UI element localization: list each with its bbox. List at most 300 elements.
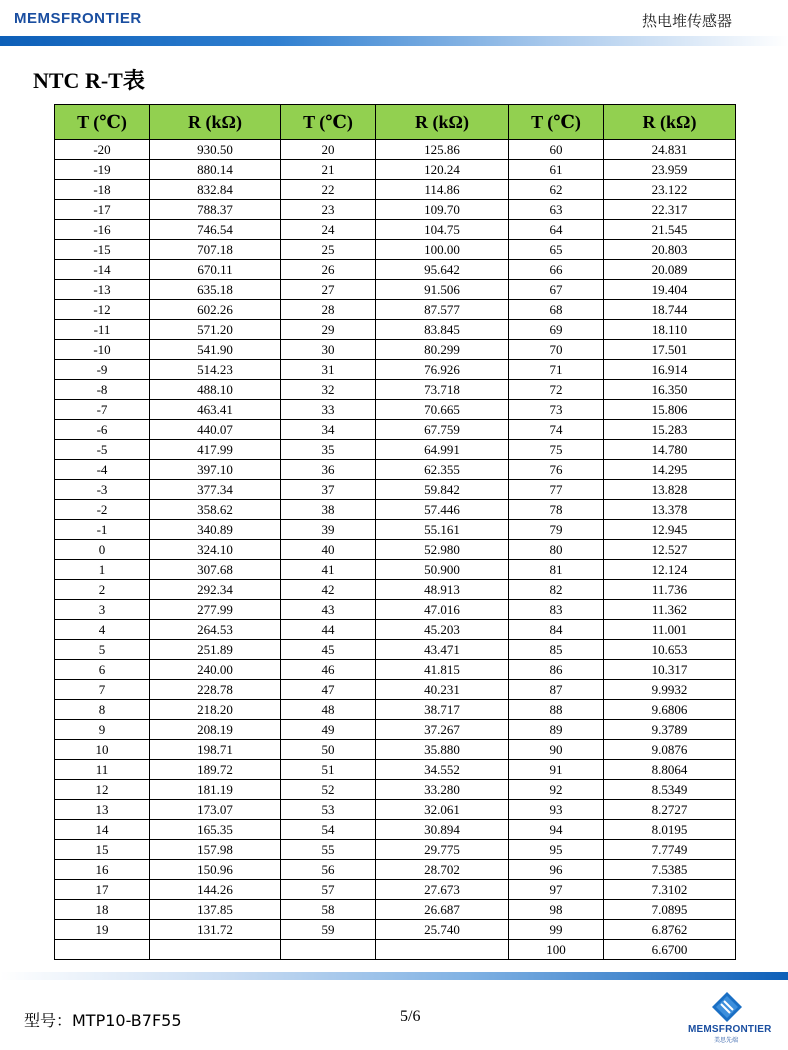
temperature-cell: 96 <box>509 860 604 880</box>
temperature-cell: 90 <box>509 740 604 760</box>
table-row <box>55 220 736 240</box>
temperature-cell: -13 <box>55 280 150 300</box>
table-row <box>55 620 736 640</box>
temperature-cell: 65 <box>509 240 604 260</box>
temperature-cell: 10 <box>55 740 150 760</box>
resistance-cell: 15.806 <box>604 400 736 420</box>
temperature-cell: 70 <box>509 340 604 360</box>
header-temp-1: T (℃) <box>55 105 150 140</box>
temperature-cell: 51 <box>281 760 376 780</box>
table-row <box>55 400 736 420</box>
resistance-cell: 64.991 <box>376 440 509 460</box>
temperature-cell: 3 <box>55 600 150 620</box>
temperature-cell: -8 <box>55 380 150 400</box>
temperature-cell: 74 <box>509 420 604 440</box>
temperature-cell <box>281 940 376 960</box>
header-temp-2: T (℃) <box>281 105 376 140</box>
header-logo: MEMSFRONTIER <box>14 10 142 27</box>
resistance-cell: 11.001 <box>604 620 736 640</box>
footer-logo-subtitle: 美思先端 <box>714 1037 739 1044</box>
temperature-cell: 92 <box>509 780 604 800</box>
resistance-cell: 707.18 <box>150 240 281 260</box>
resistance-cell: 670.11 <box>150 260 281 280</box>
resistance-cell: 358.62 <box>150 500 281 520</box>
temperature-cell: -11 <box>55 320 150 340</box>
resistance-cell: 541.90 <box>150 340 281 360</box>
resistance-cell: 109.70 <box>376 200 509 220</box>
temperature-cell: 57 <box>281 880 376 900</box>
resistance-cell: 34.552 <box>376 760 509 780</box>
resistance-cell: 16.914 <box>604 360 736 380</box>
resistance-cell: 14.780 <box>604 440 736 460</box>
table-row <box>55 760 736 780</box>
resistance-cell: 788.37 <box>150 200 281 220</box>
temperature-cell: 12 <box>55 780 150 800</box>
temperature-cell: 83 <box>509 600 604 620</box>
resistance-cell: 45.203 <box>376 620 509 640</box>
resistance-cell: 324.10 <box>150 540 281 560</box>
resistance-cell: 28.702 <box>376 860 509 880</box>
resistance-cell: 73.718 <box>376 380 509 400</box>
resistance-cell: 62.355 <box>376 460 509 480</box>
resistance-cell: 104.75 <box>376 220 509 240</box>
resistance-cell: 264.53 <box>150 620 281 640</box>
resistance-cell: 47.016 <box>376 600 509 620</box>
resistance-cell: 157.98 <box>150 840 281 860</box>
temperature-cell: 16 <box>55 860 150 880</box>
footer-logo-name: MEMSFRONTIER <box>688 1024 772 1035</box>
table-row <box>55 540 736 560</box>
table-row <box>55 840 736 860</box>
temperature-cell: 89 <box>509 720 604 740</box>
resistance-cell: 24.831 <box>604 140 736 160</box>
table-row <box>55 860 736 880</box>
resistance-cell: 17.501 <box>604 340 736 360</box>
temperature-cell: 50 <box>281 740 376 760</box>
temperature-cell: 2 <box>55 580 150 600</box>
table-row <box>55 680 736 700</box>
temperature-cell: 8 <box>55 700 150 720</box>
temperature-cell: 69 <box>509 320 604 340</box>
table-row <box>55 740 736 760</box>
rt-table <box>54 104 736 960</box>
temperature-cell: 84 <box>509 620 604 640</box>
resistance-cell: 38.717 <box>376 700 509 720</box>
resistance-cell: 397.10 <box>150 460 281 480</box>
resistance-cell: 9.3789 <box>604 720 736 740</box>
table-row <box>55 720 736 740</box>
resistance-cell: 12.124 <box>604 560 736 580</box>
table-row <box>55 940 736 960</box>
temperature-cell: 97 <box>509 880 604 900</box>
header-divider <box>0 36 788 46</box>
temperature-cell: 72 <box>509 380 604 400</box>
resistance-cell: 67.759 <box>376 420 509 440</box>
table-row <box>55 780 736 800</box>
resistance-cell: 8.8064 <box>604 760 736 780</box>
resistance-cell: 218.20 <box>150 700 281 720</box>
temperature-cell: 88 <box>509 700 604 720</box>
temperature-cell: -20 <box>55 140 150 160</box>
resistance-cell: 6.6700 <box>604 940 736 960</box>
table-row <box>55 700 736 720</box>
temperature-cell: -1 <box>55 520 150 540</box>
resistance-cell: 240.00 <box>150 660 281 680</box>
resistance-cell: 10.653 <box>604 640 736 660</box>
resistance-cell: 137.85 <box>150 900 281 920</box>
resistance-cell: 87.577 <box>376 300 509 320</box>
temperature-cell: 75 <box>509 440 604 460</box>
temperature-cell: 15 <box>55 840 150 860</box>
resistance-cell: 440.07 <box>150 420 281 440</box>
table-row <box>55 260 736 280</box>
temperature-cell: 43 <box>281 600 376 620</box>
resistance-cell: 80.299 <box>376 340 509 360</box>
resistance-cell: 100.00 <box>376 240 509 260</box>
temperature-cell: -17 <box>55 200 150 220</box>
temperature-cell: 86 <box>509 660 604 680</box>
table-row <box>55 480 736 500</box>
temperature-cell: 24 <box>281 220 376 240</box>
resistance-cell: 23.122 <box>604 180 736 200</box>
temperature-cell: 91 <box>509 760 604 780</box>
resistance-cell: 189.72 <box>150 760 281 780</box>
temperature-cell: 37 <box>281 480 376 500</box>
company-emblem-icon <box>712 992 742 1022</box>
resistance-cell <box>150 940 281 960</box>
header-res-1: R (kΩ) <box>150 105 281 140</box>
temperature-cell: 62 <box>509 180 604 200</box>
table-row <box>55 180 736 200</box>
header-res-3: R (kΩ) <box>604 105 736 140</box>
temperature-cell: 54 <box>281 820 376 840</box>
temperature-cell: 31 <box>281 360 376 380</box>
table-row <box>55 520 736 540</box>
resistance-cell: 228.78 <box>150 680 281 700</box>
temperature-cell: 98 <box>509 900 604 920</box>
temperature-cell: -3 <box>55 480 150 500</box>
resistance-cell: 131.72 <box>150 920 281 940</box>
table-row <box>55 900 736 920</box>
temperature-cell: -10 <box>55 340 150 360</box>
table-row <box>55 300 736 320</box>
temperature-cell: 52 <box>281 780 376 800</box>
table-row <box>55 200 736 220</box>
temperature-cell <box>55 940 150 960</box>
table-row <box>55 460 736 480</box>
temperature-cell: 42 <box>281 580 376 600</box>
resistance-cell: 19.404 <box>604 280 736 300</box>
resistance-cell: 746.54 <box>150 220 281 240</box>
resistance-cell: 571.20 <box>150 320 281 340</box>
temperature-cell: 39 <box>281 520 376 540</box>
resistance-cell: 144.26 <box>150 880 281 900</box>
temperature-cell: 85 <box>509 640 604 660</box>
temperature-cell: 7 <box>55 680 150 700</box>
resistance-cell: 7.7749 <box>604 840 736 860</box>
temperature-cell: 99 <box>509 920 604 940</box>
temperature-cell: 93 <box>509 800 604 820</box>
temperature-cell: 14 <box>55 820 150 840</box>
header-res-2: R (kΩ) <box>376 105 509 140</box>
resistance-cell: 13.378 <box>604 500 736 520</box>
resistance-cell: 16.350 <box>604 380 736 400</box>
temperature-cell: 20 <box>281 140 376 160</box>
resistance-cell: 18.744 <box>604 300 736 320</box>
temperature-cell: 17 <box>55 880 150 900</box>
temperature-cell: 18 <box>55 900 150 920</box>
resistance-cell: 208.19 <box>150 720 281 740</box>
table-row <box>55 640 736 660</box>
temperature-cell: -16 <box>55 220 150 240</box>
temperature-cell: 36 <box>281 460 376 480</box>
resistance-cell: 70.665 <box>376 400 509 420</box>
resistance-cell: 8.2727 <box>604 800 736 820</box>
temperature-cell: 77 <box>509 480 604 500</box>
table-row <box>55 240 736 260</box>
resistance-cell: 6.8762 <box>604 920 736 940</box>
temperature-cell: -2 <box>55 500 150 520</box>
resistance-cell: 48.913 <box>376 580 509 600</box>
temperature-cell: 13 <box>55 800 150 820</box>
temperature-cell: -14 <box>55 260 150 280</box>
temperature-cell: 63 <box>509 200 604 220</box>
temperature-cell: 73 <box>509 400 604 420</box>
resistance-cell: 930.50 <box>150 140 281 160</box>
resistance-cell: 33.280 <box>376 780 509 800</box>
doc-category: 热电堆传感器 <box>641 12 732 30</box>
temperature-cell: 66 <box>509 260 604 280</box>
resistance-cell: 277.99 <box>150 600 281 620</box>
resistance-cell: 417.99 <box>150 440 281 460</box>
table-row <box>55 280 736 300</box>
temperature-cell: 28 <box>281 300 376 320</box>
table-header-row <box>55 105 736 140</box>
temperature-cell: 30 <box>281 340 376 360</box>
resistance-cell: 120.24 <box>376 160 509 180</box>
temperature-cell: 78 <box>509 500 604 520</box>
resistance-cell: 37.267 <box>376 720 509 740</box>
resistance-cell: 59.842 <box>376 480 509 500</box>
temperature-cell: 21 <box>281 160 376 180</box>
temperature-cell: 79 <box>509 520 604 540</box>
resistance-cell: 181.19 <box>150 780 281 800</box>
resistance-cell: 11.362 <box>604 600 736 620</box>
resistance-cell: 8.0195 <box>604 820 736 840</box>
temperature-cell: 6 <box>55 660 150 680</box>
temperature-cell: 33 <box>281 400 376 420</box>
temperature-cell: -6 <box>55 420 150 440</box>
resistance-cell: 18.110 <box>604 320 736 340</box>
temperature-cell: 11 <box>55 760 150 780</box>
temperature-cell: 67 <box>509 280 604 300</box>
temperature-cell: 5 <box>55 640 150 660</box>
table-row <box>55 420 736 440</box>
temperature-cell: 48 <box>281 700 376 720</box>
temperature-cell: 35 <box>281 440 376 460</box>
temperature-cell: -4 <box>55 460 150 480</box>
resistance-cell: 76.926 <box>376 360 509 380</box>
resistance-cell: 95.642 <box>376 260 509 280</box>
resistance-cell: 125.86 <box>376 140 509 160</box>
temperature-cell: 34 <box>281 420 376 440</box>
resistance-cell: 8.5349 <box>604 780 736 800</box>
table-row <box>55 820 736 840</box>
table-row <box>55 560 736 580</box>
resistance-cell: 32.061 <box>376 800 509 820</box>
table-row <box>55 920 736 940</box>
table-row <box>55 580 736 600</box>
temperature-cell: -15 <box>55 240 150 260</box>
table-row <box>55 660 736 680</box>
temperature-cell: -12 <box>55 300 150 320</box>
resistance-cell: 22.317 <box>604 200 736 220</box>
temperature-cell: 60 <box>509 140 604 160</box>
temperature-cell: 45 <box>281 640 376 660</box>
resistance-cell: 307.68 <box>150 560 281 580</box>
temperature-cell: 76 <box>509 460 604 480</box>
resistance-cell: 57.446 <box>376 500 509 520</box>
resistance-cell: 83.845 <box>376 320 509 340</box>
resistance-cell: 27.673 <box>376 880 509 900</box>
resistance-cell: 251.89 <box>150 640 281 660</box>
resistance-cell: 635.18 <box>150 280 281 300</box>
temperature-cell: 44 <box>281 620 376 640</box>
temperature-cell: 26 <box>281 260 376 280</box>
model-number: 型号：MTP10-B7F55 <box>24 1011 182 1030</box>
table-row <box>55 360 736 380</box>
table-row <box>55 880 736 900</box>
resistance-cell: 41.815 <box>376 660 509 680</box>
temperature-cell: 29 <box>281 320 376 340</box>
temperature-cell: 1 <box>55 560 150 580</box>
resistance-cell: 26.687 <box>376 900 509 920</box>
resistance-cell <box>376 940 509 960</box>
table-row <box>55 440 736 460</box>
table-body <box>55 140 736 960</box>
resistance-cell: 9.9932 <box>604 680 736 700</box>
resistance-cell: 12.945 <box>604 520 736 540</box>
temperature-cell: 9 <box>55 720 150 740</box>
resistance-cell: 11.736 <box>604 580 736 600</box>
temperature-cell: 53 <box>281 800 376 820</box>
resistance-cell: 514.23 <box>150 360 281 380</box>
resistance-cell: 15.283 <box>604 420 736 440</box>
temperature-cell: 32 <box>281 380 376 400</box>
resistance-cell: 14.295 <box>604 460 736 480</box>
table-row <box>55 380 736 400</box>
table-row <box>55 340 736 360</box>
resistance-cell: 55.161 <box>376 520 509 540</box>
temperature-cell: -18 <box>55 180 150 200</box>
resistance-cell: 377.34 <box>150 480 281 500</box>
temperature-cell: 71 <box>509 360 604 380</box>
temperature-cell: 61 <box>509 160 604 180</box>
page-title: NTC R-T表 <box>33 68 145 93</box>
temperature-cell: 59 <box>281 920 376 940</box>
temperature-cell: -5 <box>55 440 150 460</box>
resistance-cell: 91.506 <box>376 280 509 300</box>
temperature-cell: 22 <box>281 180 376 200</box>
resistance-cell: 7.0895 <box>604 900 736 920</box>
resistance-cell: 25.740 <box>376 920 509 940</box>
footer-divider <box>0 972 788 980</box>
temperature-cell: 68 <box>509 300 604 320</box>
resistance-cell: 43.471 <box>376 640 509 660</box>
temperature-cell: -9 <box>55 360 150 380</box>
resistance-cell: 7.3102 <box>604 880 736 900</box>
temperature-cell: 49 <box>281 720 376 740</box>
resistance-cell: 7.5385 <box>604 860 736 880</box>
table-row <box>55 140 736 160</box>
temperature-cell: 95 <box>509 840 604 860</box>
temperature-cell: 55 <box>281 840 376 860</box>
resistance-cell: 35.880 <box>376 740 509 760</box>
page-number: 5/6 <box>400 1008 421 1025</box>
resistance-cell: 20.803 <box>604 240 736 260</box>
resistance-cell: 50.900 <box>376 560 509 580</box>
resistance-cell: 165.35 <box>150 820 281 840</box>
table-row <box>55 800 736 820</box>
temperature-cell: 46 <box>281 660 376 680</box>
resistance-cell: 13.828 <box>604 480 736 500</box>
resistance-cell: 23.959 <box>604 160 736 180</box>
resistance-cell: 198.71 <box>150 740 281 760</box>
resistance-cell: 150.96 <box>150 860 281 880</box>
temperature-cell: 94 <box>509 820 604 840</box>
resistance-cell: 20.089 <box>604 260 736 280</box>
table-row <box>55 320 736 340</box>
temperature-cell: 38 <box>281 500 376 520</box>
temperature-cell: 64 <box>509 220 604 240</box>
resistance-cell: 340.89 <box>150 520 281 540</box>
table-row <box>55 500 736 520</box>
temperature-cell: 100 <box>509 940 604 960</box>
temperature-cell: 40 <box>281 540 376 560</box>
temperature-cell: 4 <box>55 620 150 640</box>
resistance-cell: 21.545 <box>604 220 736 240</box>
resistance-cell: 9.0876 <box>604 740 736 760</box>
resistance-cell: 463.41 <box>150 400 281 420</box>
resistance-cell: 832.84 <box>150 180 281 200</box>
resistance-cell: 173.07 <box>150 800 281 820</box>
temperature-cell: 47 <box>281 680 376 700</box>
resistance-cell: 880.14 <box>150 160 281 180</box>
temperature-cell: -19 <box>55 160 150 180</box>
table-row <box>55 600 736 620</box>
temperature-cell: -7 <box>55 400 150 420</box>
temperature-cell: 27 <box>281 280 376 300</box>
footer-logo <box>688 992 770 1042</box>
temperature-cell: 41 <box>281 560 376 580</box>
resistance-cell: 292.34 <box>150 580 281 600</box>
resistance-cell: 10.317 <box>604 660 736 680</box>
resistance-cell: 52.980 <box>376 540 509 560</box>
resistance-cell: 9.6806 <box>604 700 736 720</box>
temperature-cell: 82 <box>509 580 604 600</box>
resistance-cell: 12.527 <box>604 540 736 560</box>
temperature-cell: 80 <box>509 540 604 560</box>
resistance-cell: 488.10 <box>150 380 281 400</box>
temperature-cell: 81 <box>509 560 604 580</box>
temperature-cell: 25 <box>281 240 376 260</box>
header-temp-3: T (℃) <box>509 105 604 140</box>
temperature-cell: 56 <box>281 860 376 880</box>
resistance-cell: 30.894 <box>376 820 509 840</box>
temperature-cell: 58 <box>281 900 376 920</box>
resistance-cell: 40.231 <box>376 680 509 700</box>
table-row <box>55 160 736 180</box>
